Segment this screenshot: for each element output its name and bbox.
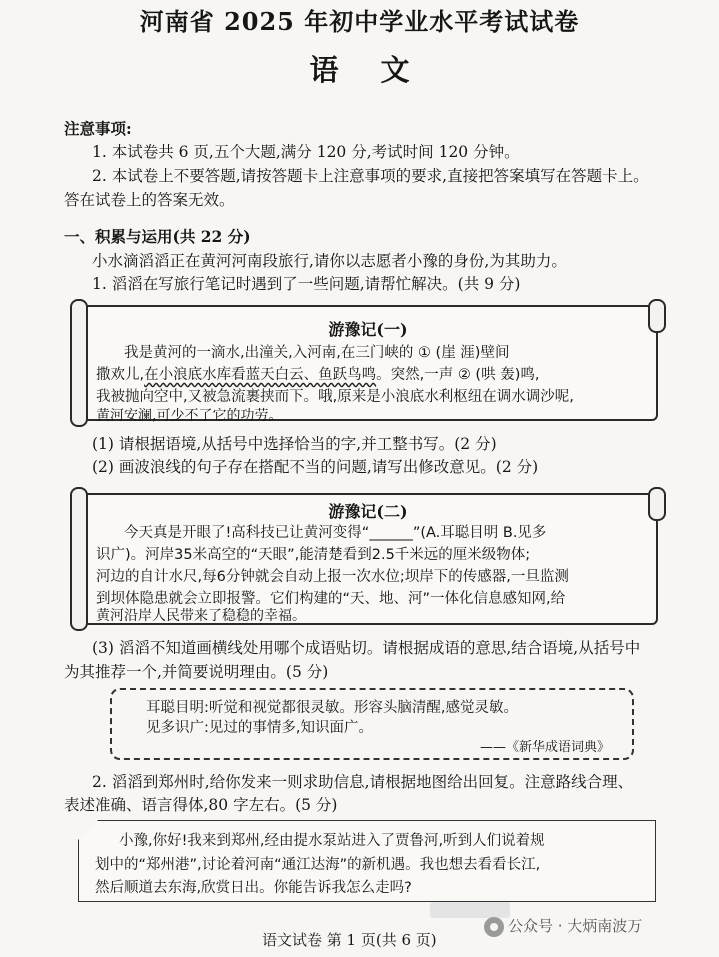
travel-note-2-title: 游豫记(二): [328, 502, 408, 521]
question-2-continued: 表述准确、语言得体,80 字左右。(5 分): [64, 796, 338, 814]
watermark: [484, 915, 642, 937]
travel-note-2-scroll: [78, 493, 658, 625]
travel-note-1-line-2-end: 。突然,一声 ② (哄 轰)鸣,: [376, 367, 540, 383]
subject-title: 语文: [309, 53, 452, 87]
travel-note-1-line-2-start: 撒欢儿,: [96, 367, 145, 383]
wechat-account-icon: [484, 917, 504, 937]
travel-note-1-line-3: 我被抛向空中,又被急流裹挟而下。哦,原来是小浪底水利枢纽在调水调沙呢,: [96, 389, 574, 405]
travel-note-1-line-4: 黄河安澜,可少不了它的功劳。: [96, 408, 283, 424]
notice-heading: 注意事项:: [64, 119, 132, 138]
notice-item-1: 1. 本试卷共 6 页,五个大题,满分 120 分,考试时间 120 分钟。: [92, 143, 520, 161]
help-message-box: [78, 820, 656, 902]
question-1-2: (2) 画波浪线的句子存在搭配不当的问题,请写出修改意见。(2 分): [92, 458, 539, 476]
idiom-definition-box: [110, 688, 634, 760]
wavy-underlined-sentence: 在小浪底水库看蓝天白云、鱼跃鸟鸣: [144, 367, 377, 383]
exam-title: 河南省 2025 年初中学业水平考试试卷: [139, 7, 580, 36]
travel-note-2-line-2: 识广)。河岸35米高空的“天眼”,能清楚看到2.5千米远的厘米级物体;: [96, 547, 531, 563]
travel-note-2-line-4: 到坝体隐患就会立即报警。它们构建的“天、地、河”一体化信息感知网,给: [96, 591, 566, 607]
help-message-line-2: 划中的“郑州港”,讨论着河南“通江达海”的新机遇。我也想去看看长江,: [95, 857, 541, 873]
dictionary-source: ——《新华成语词典》: [480, 740, 611, 755]
definition-erconmuming: 耳聪目明:听觉和视觉都很灵敏。形容头脑清醒,感觉灵敏。: [146, 700, 518, 716]
question-1-3-continued: 为其推荐一个,并简要说明理由。(5 分): [64, 663, 329, 681]
page-footer: 语文试卷 第 1 页(共 6 页): [262, 931, 437, 949]
help-message-line-3: 然后顺道去东海,欣赏日出。你能告诉我怎么走吗?: [95, 880, 412, 896]
watermark-text: 公众号 · 大炳南波万: [508, 917, 643, 935]
travel-note-2-line-5: 黄河沿岸人民带来了稳稳的幸福。: [96, 608, 306, 624]
notice-item-2-continued: 答在试卷上的答案无效。: [64, 191, 235, 209]
question-1-3: (3) 滔滔不知道画横线处用哪个成语贴切。请根据成语的意思,结合语境,从括号中: [92, 639, 641, 657]
travel-note-1-scroll: [78, 305, 658, 424]
definition-jianduoshiguang: 见多识广:见过的事情多,知识面广。: [146, 720, 373, 736]
question-1: 1. 滔滔在写旅行笔记时遇到了一些问题,请帮忙解决。(共 9 分): [92, 275, 521, 293]
travel-note-1-line-1: 我是黄河的一滴水,出潼关,入河南,在三门峡的 ① (崖 涯)壁间: [124, 345, 510, 361]
question-1-1: (1) 请根据语境,从括号中选择恰当的字,并工整书写。(2 分): [92, 435, 497, 453]
section-1-heading: 一、积累与运用(共 22 分): [64, 227, 251, 246]
travel-note-1-title: 游豫记(一): [328, 320, 408, 339]
help-message-line-1: 小豫,你好!我来到郑州,经由提水泵站进入了贾鲁河,听到人们说着规: [119, 833, 545, 849]
travel-note-2-line-3: 河边的自计水尺,每6分钟就会自动上报一次水位;坝岸下的传感器,一旦监测: [96, 569, 569, 585]
travel-note-2-line-1: 今天真是开眼了!高科技已让黄河变得“______”(A.耳聪目明 B.见多: [124, 525, 547, 541]
question-2: 2. 滔滔到郑州时,给你发来一则求助信息,请根据地图给出回复。注意路线合理、: [92, 773, 634, 791]
travel-note-1-line-2: [96, 363, 539, 384]
notice-item-2: 2. 本试卷上不要答题,请按答题卡上注意事项的要求,直接把答案填写在答题卡上。: [92, 167, 649, 185]
folded-corner: [77, 819, 99, 841]
section-1-intro: 小水滴滔滔正在黄河河南段旅行,请你以志愿者小豫的身份,为其助力。: [92, 252, 567, 270]
